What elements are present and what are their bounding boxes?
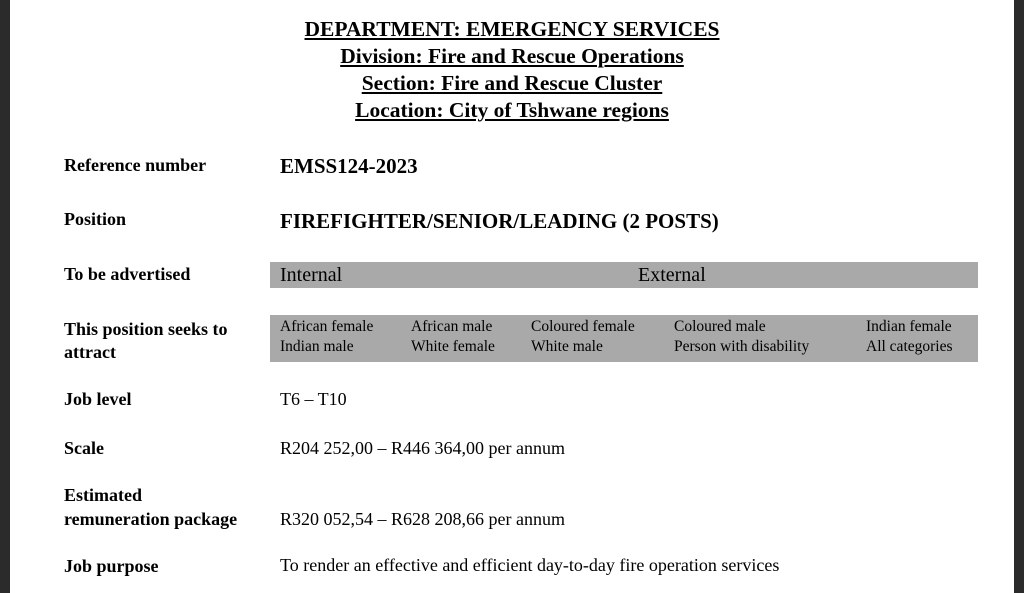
- attract-cell: African female: [280, 318, 374, 335]
- document-header: [10, 16, 1014, 124]
- job-level-value: T6 – T10: [280, 389, 347, 409]
- document-page: [10, 0, 1014, 593]
- attract-cell: All categories: [866, 338, 953, 355]
- position-value: FIREFIGHTER/SENIOR/LEADING (2 POSTS): [280, 209, 719, 233]
- attract-cell: Person with disability: [674, 338, 810, 355]
- advertised-label: To be advertised: [64, 264, 191, 284]
- attract-label-line1: This position seeks to: [64, 319, 228, 339]
- department-title: DEPARTMENT: EMERGENCY SERVICES: [304, 17, 720, 41]
- position-label: Position: [64, 209, 127, 229]
- division-title: Division: Fire and Rescue Operations: [340, 44, 684, 68]
- estimated-label-line2: remuneration package: [64, 509, 238, 529]
- advertised-external: External: [638, 264, 706, 286]
- advertised-internal: Internal: [280, 264, 343, 286]
- location-title: Location: City of Tshwane regions: [355, 98, 669, 122]
- attract-cell: Coloured female: [531, 318, 635, 335]
- attract-cell: White female: [411, 338, 495, 355]
- scale-value: R204 252,00 – R446 364,00 per annum: [280, 438, 565, 458]
- estimated-value: R320 052,54 – R628 208,66 per annum: [280, 509, 565, 529]
- attract-shade: [270, 315, 978, 362]
- reference-label: Reference number: [64, 155, 207, 175]
- attract-cell: White male: [531, 338, 603, 355]
- scale-label: Scale: [64, 438, 104, 458]
- purpose-value: To render an effective and efficient day-to-day fire operation services: [280, 555, 780, 575]
- attract-cell: African male: [411, 318, 493, 335]
- reference-value: EMSS124-2023: [280, 154, 418, 178]
- purpose-label: Job purpose: [64, 556, 159, 576]
- attract-cell: Indian female: [866, 318, 952, 335]
- attract-cell: Indian male: [280, 338, 354, 355]
- section-title: Section: Fire and Rescue Cluster: [361, 71, 663, 95]
- attract-label-line2: attract: [64, 342, 116, 362]
- job-level-label: Job level: [64, 389, 132, 409]
- attract-cell: Coloured male: [674, 318, 766, 335]
- estimated-label-line1: Estimated: [64, 485, 142, 505]
- advertised-shade: [270, 262, 978, 288]
